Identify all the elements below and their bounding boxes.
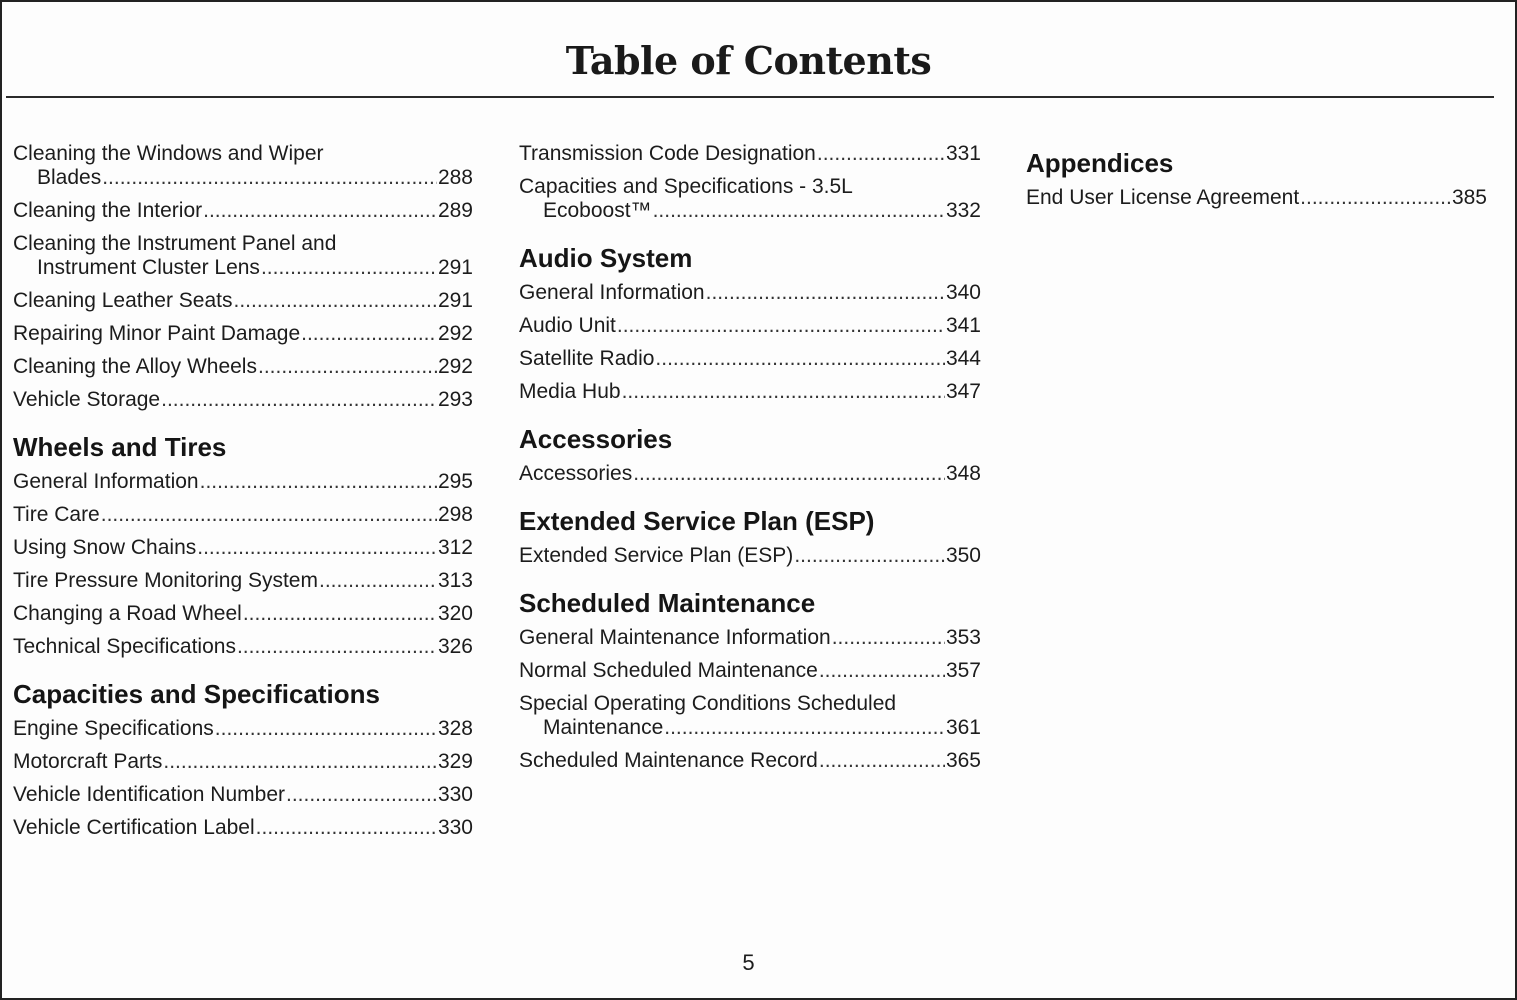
toc-entry-page: 326 [437,635,473,658]
toc-entry-title: General Information [13,470,199,493]
dot-leader [664,716,945,740]
dot-leader [706,281,945,305]
dot-leader [819,749,945,773]
toc-entry[interactable] [13,816,473,840]
toc-entry[interactable] [519,281,981,305]
section-heading: Extended Service Plan (ESP) [519,506,875,536]
page-number: 5 [742,950,755,975]
toc-entry-page: 288 [437,166,473,189]
toc-entry-title: Motorcraft Parts [13,750,163,773]
toc-entry-page: 347 [945,380,981,403]
toc-entry-page: 340 [945,281,981,304]
toc-entry-title: Cleaning the Windows and Wiper [13,142,324,165]
toc-entry-title: Extended Service Plan (ESP) [519,544,794,567]
dot-leader [794,544,945,568]
toc-entry[interactable] [519,175,981,223]
toc-entry-title: General Maintenance Information [519,626,831,649]
dot-leader [200,470,437,494]
dot-leader [301,322,437,346]
dot-leader [256,816,437,840]
toc-entry-page: 313 [437,569,473,592]
toc-entry[interactable] [13,783,473,807]
dot-leader [101,503,437,527]
toc-entry[interactable] [13,750,473,774]
toc-entry[interactable] [519,462,981,486]
toc-entry-title: Scheduled Maintenance Record [519,749,818,772]
toc-column-1 [13,142,473,849]
toc-entry-title: Maintenance [543,716,664,739]
dot-leader [319,569,437,593]
toc-entry-title: Tire Care [13,503,100,526]
toc-entry[interactable] [519,347,981,371]
toc-entry-page: 385 [1451,186,1487,209]
toc-entry-title: General Information [519,281,705,304]
toc-entry-page: 289 [437,199,473,222]
toc-entry[interactable] [13,602,473,626]
toc-entry[interactable] [13,355,473,379]
dot-leader [1300,186,1451,210]
dot-leader [203,199,437,223]
dot-leader [237,635,437,659]
toc-entry[interactable] [13,232,473,280]
toc-entry-page: 330 [437,783,473,806]
toc-column-2 [519,142,981,782]
toc-entry[interactable] [519,749,981,773]
section-heading: Scheduled Maintenance [519,588,816,618]
toc-entry-page: 291 [437,289,473,312]
toc-entry-page: 365 [945,749,981,772]
dot-leader [819,659,945,683]
toc-entry-title: Capacities and Specifications - 3.5L [519,175,853,198]
toc-entry[interactable] [1026,186,1487,210]
dot-leader [832,626,945,650]
dot-leader [817,142,945,166]
toc-entry[interactable] [13,322,473,346]
dot-leader [622,380,945,404]
toc-entry-page: 350 [945,544,981,567]
toc-entry-title: Audio Unit [519,314,616,337]
toc-entry-title: Cleaning the Alloy Wheels [13,355,257,378]
dot-leader [163,750,437,774]
toc-entry[interactable] [13,569,473,593]
toc-entry-title: Cleaning the Instrument Panel and [13,232,337,255]
toc-entry-page: 328 [437,717,473,740]
toc-entry[interactable] [519,544,981,568]
toc-entry-page: 291 [437,256,473,279]
dot-leader [234,289,437,313]
toc-entry[interactable] [13,289,473,313]
toc-entry[interactable] [13,470,473,494]
toc-entry-title: Tire Pressure Monitoring System [13,569,318,592]
dot-leader [633,462,945,486]
toc-entry-title: Cleaning the Interior [13,199,203,222]
toc-entry-page: 357 [945,659,981,682]
page-title: Table of Contents [565,38,932,83]
toc-entry-title: Using Snow Chains [13,536,197,559]
toc-entry-title: Normal Scheduled Maintenance [519,659,818,682]
toc-entry[interactable] [13,388,473,412]
dot-leader [653,199,945,223]
toc-entry-page: 348 [945,462,981,485]
toc-entry[interactable] [13,536,473,560]
toc-entry[interactable] [519,692,981,740]
toc-entry-title: Vehicle Identification Number [13,783,285,806]
dot-leader [215,717,437,741]
toc-entry-page: 341 [945,314,981,337]
toc-entry-title: Repairing Minor Paint Damage [13,322,301,345]
toc-entry-page: 329 [437,750,473,773]
toc-entry[interactable] [519,380,981,404]
dot-leader [161,388,437,412]
toc-entry[interactable] [13,199,473,223]
toc-column-3 [1026,142,1487,219]
section-heading: Wheels and Tires [13,432,227,462]
title-divider [6,96,1494,98]
dot-leader [243,602,437,626]
toc-entry[interactable] [13,142,473,190]
toc-entry-page: 331 [945,142,981,165]
toc-entry-page: 353 [945,626,981,649]
toc-entry[interactable] [519,142,981,166]
toc-entry-title: Technical Specifications [13,635,236,658]
toc-entry-page: 292 [437,322,473,345]
toc-entry[interactable] [519,659,981,683]
dot-leader [617,314,945,338]
toc-entry-title: Accessories [519,462,633,485]
toc-entry-title: Vehicle Storage [13,388,161,411]
dot-leader [102,166,437,190]
section-heading: Audio System [519,243,693,273]
toc-entry[interactable] [13,503,473,527]
toc-entry[interactable] [13,635,473,659]
toc-entry-title: Media Hub [519,380,621,403]
toc-entry-title: Blades [37,166,102,189]
dot-leader [197,536,437,560]
toc-entry[interactable] [519,626,981,650]
toc-entry-page: 295 [437,470,473,493]
toc-entry[interactable] [13,717,473,741]
dot-leader [261,256,437,280]
dot-leader [258,355,437,379]
section-heading: Accessories [519,424,673,454]
toc-entry-title: End User License Agreement [1026,186,1300,209]
toc-entry-title: Ecoboost™ [543,199,652,222]
dot-leader [655,347,945,371]
toc-entry-page: 312 [437,536,473,559]
toc-entry-page: 292 [437,355,473,378]
toc-entry-page: 293 [437,388,473,411]
toc-entry-page: 361 [945,716,981,739]
toc-entry-title: Satellite Radio [519,347,655,370]
toc-entry-title: Cleaning Leather Seats [13,289,233,312]
toc-entry-title: Instrument Cluster Lens [37,256,260,279]
dot-leader [286,783,437,807]
section-heading: Capacities and Specifications [13,679,381,709]
toc-entry-title: Engine Specifications [13,717,214,740]
toc-entry-title: Transmission Code Designation [519,142,816,165]
toc-entry-page: 330 [437,816,473,839]
toc-entry-page: 344 [945,347,981,370]
toc-entry-page: 332 [945,199,981,222]
toc-entry-page: 320 [437,602,473,625]
toc-entry-page: 298 [437,503,473,526]
toc-entry[interactable] [519,314,981,338]
section-heading: Appendices [1026,148,1174,178]
toc-entry-title: Special Operating Conditions Scheduled [519,692,897,715]
toc-entry-title: Vehicle Certification Label [13,816,255,839]
toc-entry-title: Changing a Road Wheel [13,602,242,625]
